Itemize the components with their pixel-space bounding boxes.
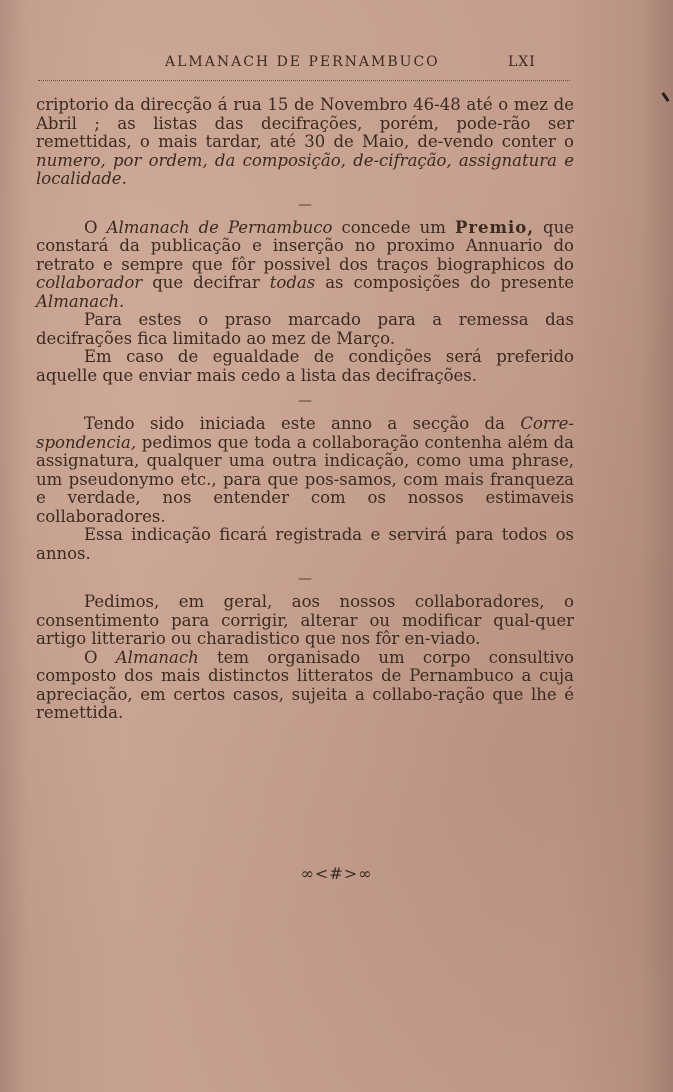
paragraph-prize (36, 219, 574, 312)
paragraph-advisory-board (36, 649, 574, 723)
text-run: criptorio da direcção á rua 15 de Novembro 46-48 até o mez de Abril ; as listas das decifrações, porém, pode-rão ser remettidas, o mais tardar, até 30 de Maio, de-vendo conter o (36, 95, 574, 151)
italic-run: collaborador (36, 273, 143, 292)
paragraph-consent: Pedimos, em geral, aos nossos collaboradores, o consentimento para corrigir, alterar ou modificar qual-quer artigo litterario ou charadistico que nos fôr en-viado. (36, 592, 574, 648)
text-run: concede um (332, 217, 455, 237)
italic-run: Almanach (115, 647, 199, 667)
edge-mark (661, 92, 669, 102)
text-run: Tendo sido iniciada este anno a secção da (84, 414, 521, 433)
section-divider: — (298, 393, 312, 409)
text-run: O (84, 217, 107, 237)
text-run: tem organisado um corpo consultivo composto dos mais distinctos litteratos de Pernambuco a cuja apreciação, em certos casos, sujeita a collabo-ração que lhe é remettida. (36, 647, 574, 722)
running-header (0, 52, 673, 76)
italic-run: numero, por ordem, da composição, de-cifração, assignatura e localidade. (36, 150, 574, 188)
body-text (36, 96, 574, 723)
bold-run: Premio, (454, 217, 535, 237)
text-run: que constará da publicação e inserção no proximo Annuario do retrato e sempre que fôr possivel dos traços biographicos do (36, 217, 574, 274)
text-run: pedimos que toda a collaboração contenha além da assignatura, qualquer uma outra indicação, como uma phrase, um pseudonymo etc., para que pos-samos, com mais franqueza e verdade, nos entender com os nossos estimaveis collaboradores. (36, 432, 574, 526)
running-title: ALMANACH DE PERNAMBUCO (165, 54, 440, 70)
italic-run: Almanach de Pernambuco (106, 217, 333, 237)
paragraph-submission-deadline (36, 96, 574, 189)
paragraph-tie-rule: Em caso de egualdade de condições será preferido aquelle que enviar mais cedo a lista das decifrações. (36, 347, 574, 385)
text-run: que decifrar (142, 273, 270, 292)
paragraph-correspondence (36, 415, 574, 526)
paragraph-deadline-march: Para estes o praso marcado para a remessa das decifrações fica limitado ao mez de Março. (36, 310, 574, 348)
section-divider: — (298, 571, 312, 587)
end-ornament: ∞<#>∞ (300, 864, 373, 883)
italic-run: todas (269, 273, 316, 292)
page-number: LXI (508, 54, 536, 70)
italic-run: Corre-spondencia, (36, 414, 574, 452)
text-run: O (84, 647, 116, 667)
italic-run: Almanach. (36, 291, 125, 311)
text-run: as composições do presente (315, 273, 574, 292)
section-divider: — (298, 196, 312, 213)
paragraph-registration: Essa indicação ficará registrada e servirá para todos os annos. (36, 525, 574, 563)
header-rule (38, 80, 570, 81)
